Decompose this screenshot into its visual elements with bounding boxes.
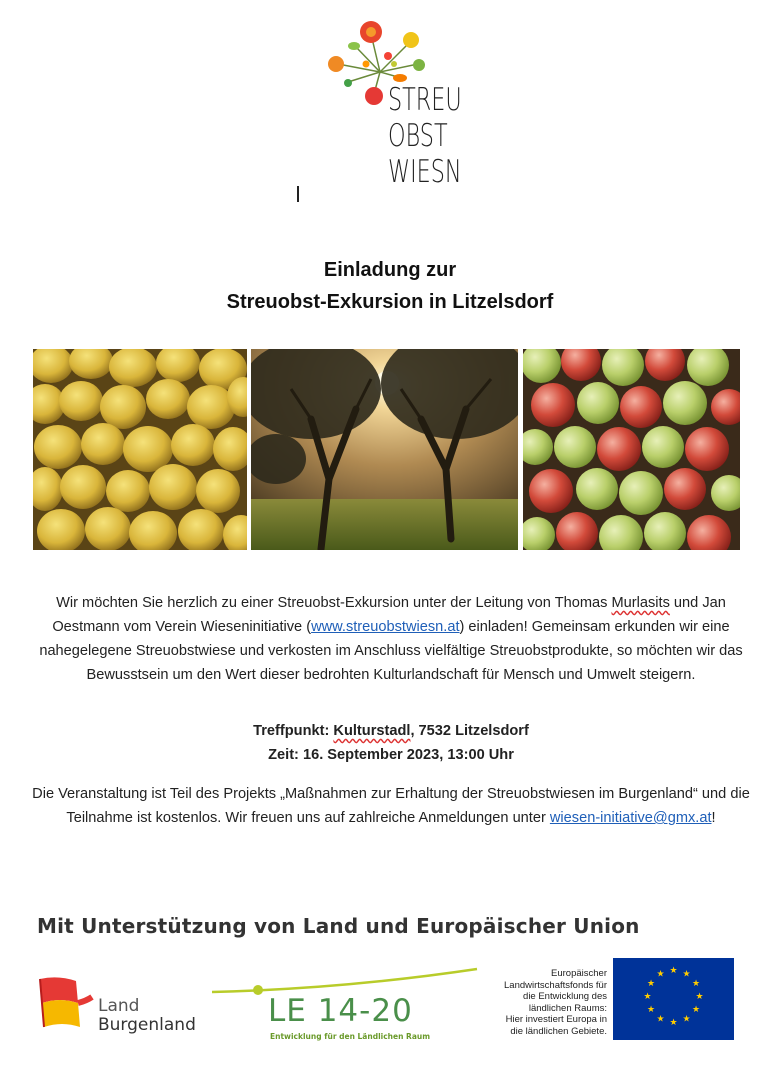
title-line-2: Streuobst-Exkursion in Litzelsdorf — [226, 291, 554, 313]
eu-line: die Entwicklung des — [523, 991, 607, 1002]
logo-wordmark — [388, 82, 462, 190]
svg-text:★: ★ — [669, 966, 678, 976]
streuobst-wiesn-logo — [318, 12, 468, 202]
logo-line-3: WIESN — [388, 154, 462, 190]
meeting-time: Zeit: 16. September 2023, 13:00 Uhr — [268, 747, 514, 763]
le-14-20-logo — [212, 965, 482, 1045]
burgenland-flag-icon — [38, 975, 96, 1035]
meeting-place-name: Kulturstadl — [333, 723, 411, 739]
website-link[interactable]: www.streuobstwiesn.at — [311, 619, 460, 635]
eu-line: Landwirtschaftsfonds für — [504, 979, 607, 991]
le-swoosh-icon — [212, 965, 482, 995]
svg-text:★: ★ — [669, 1018, 678, 1028]
text-cursor — [297, 186, 299, 202]
eu-line: Europäischer — [551, 968, 607, 979]
burgenland-line-2: Burgenland — [98, 1015, 196, 1035]
le-subtitle: Entwicklung für den Ländlichen Raum — [270, 1032, 431, 1041]
burgenland-line-1: Land — [98, 996, 140, 1016]
apples-photo — [523, 349, 740, 550]
support-heading: Mit Unterstützung von Land und Europäischer Union — [37, 914, 640, 938]
intro-text-3: ) einladen! Gemeinsam erkunden wir eine nahegelegene Streuobstwiese und verkosten im Anschluss vielfältige Streuobstprodukte, so möchten wir das Bewusstsein um den Wert dieser bedrohten Kulturlandschaft für Mensch und Umwelt steigern. — [39, 619, 743, 683]
project-text: Die Veranstaltung ist Teil des Projekts „Maßnahmen zur Erhaltung der Streuobstwiesen im Burgenland“ und die Teilnahme ist kostenlos. Wir freuen uns auf zahlreiche Anmeldungen unter — [32, 786, 750, 826]
svg-text:★: ★ — [656, 969, 665, 980]
svg-text:★: ★ — [643, 992, 652, 1002]
intro-text-1: Wir möchten Sie herzlich zu einer Streuobst-Exkursion unter der Leitung von Thomas — [56, 595, 612, 611]
orchard-sunrise-photo — [251, 349, 518, 550]
meeting-place-label: Treffpunkt: — [253, 723, 334, 739]
logo-line-2: OBST — [388, 118, 448, 154]
burgenland-wordmark — [98, 997, 196, 1035]
logo-line-1: STREU — [388, 82, 462, 118]
project-paragraph — [24, 782, 758, 830]
svg-text:★: ★ — [691, 1005, 701, 1015]
svg-text:★: ★ — [691, 979, 701, 989]
meeting-place — [24, 719, 758, 743]
eu-flag-icon — [613, 958, 734, 1040]
meeting-place-address: , 7532 Litzelsdorf — [410, 723, 529, 739]
eu-line: ländlichen Raums: — [528, 1002, 607, 1014]
svg-text:★: ★ — [646, 1005, 656, 1015]
quince-fruit-photo — [33, 349, 247, 550]
title-line-1: Einladung zur — [323, 259, 457, 281]
email-link[interactable]: wiesen-initiative@gmx.at — [549, 810, 712, 826]
meeting-info — [24, 719, 758, 767]
eu-fund-text — [470, 968, 607, 1037]
intro-text-2: und Jan Oestmann vom Verein Wieseninitiative ( — [52, 595, 726, 635]
intro-name: Murlasits — [611, 595, 670, 611]
svg-text:★: ★ — [695, 992, 704, 1002]
svg-text:★: ★ — [656, 1014, 665, 1025]
project-text-end: ! — [711, 810, 716, 826]
svg-text:★: ★ — [682, 969, 691, 980]
eu-line: die ländlichen Gebiete. — [510, 1025, 607, 1037]
svg-text:★: ★ — [646, 979, 656, 989]
intro-paragraph — [24, 591, 758, 687]
le-title: LE 14-20 — [268, 993, 413, 1029]
land-burgenland-logo — [38, 975, 218, 1040]
svg-text:★: ★ — [682, 1014, 691, 1025]
eu-line: Hier investiert Europa in — [505, 1014, 607, 1025]
